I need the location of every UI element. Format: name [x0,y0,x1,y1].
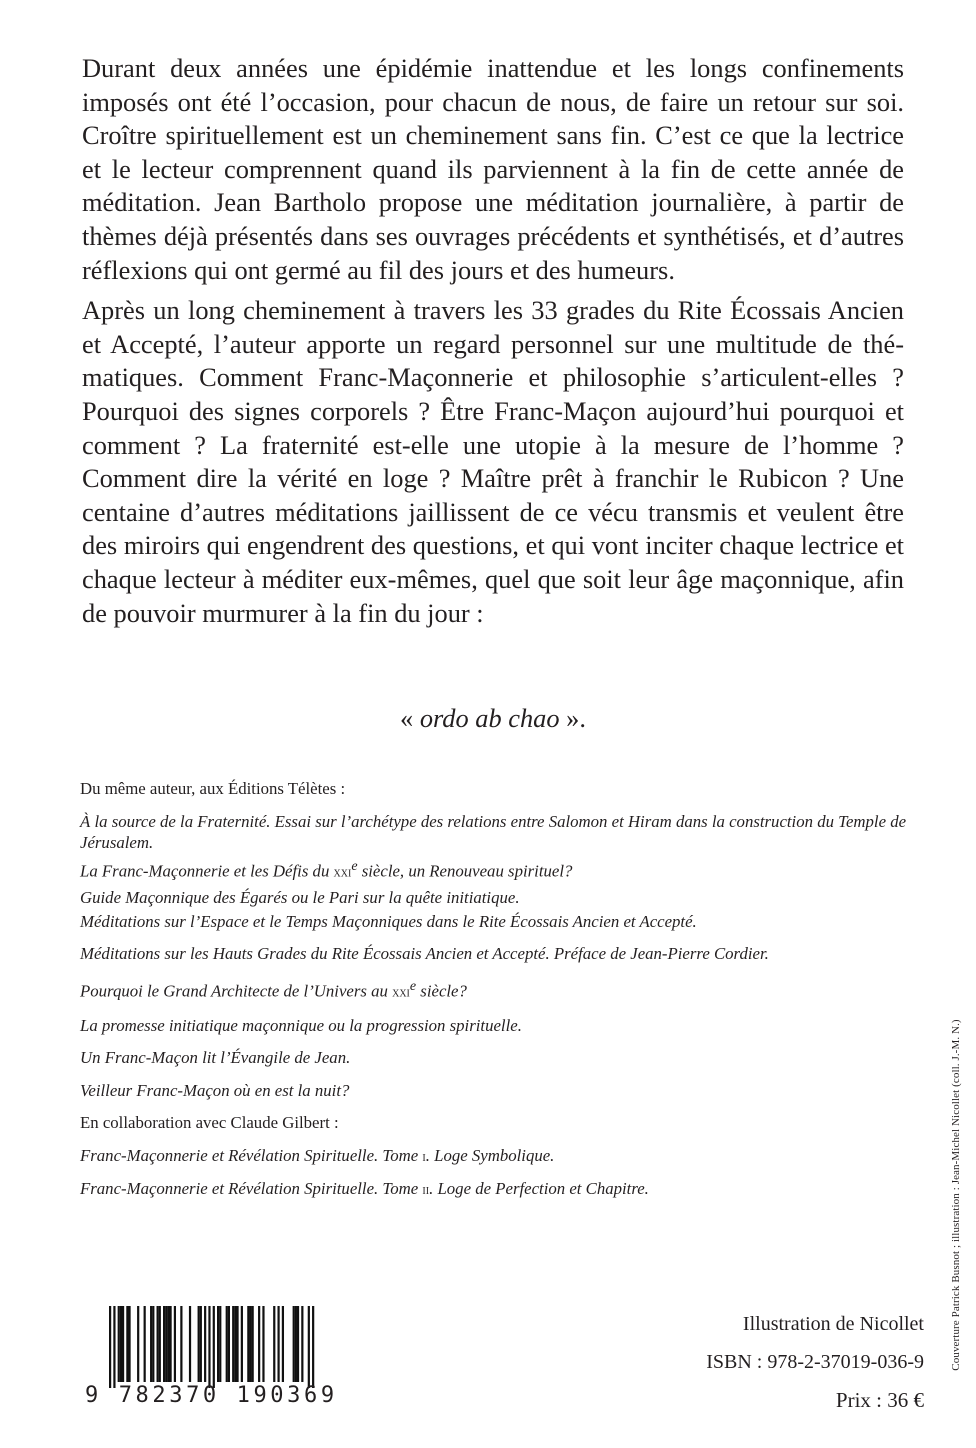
barcode-bar [204,1306,206,1382]
blurb-text [82,52,904,637]
barcode-bar [293,1306,295,1382]
work-title-part: La Franc-Maçonnerie et les Défis du [80,861,334,881]
barcode-bar [312,1306,314,1388]
work-item: Veilleur Franc-Maçon où en est la nuit? [80,1080,350,1100]
work-item: Un Franc-Maçon lit l’Évangile de Jean. [80,1048,351,1068]
cover-credit-vertical [944,1000,968,1390]
blurb-paragraph-1: Durant deux années une épidémie inattendue et les longs confinements imposés ont été l’occasion, pour chacun de nous, de faire un retour sur soi. Croître spirituellement est un cheminement sans fin. C’est ce que la lectrice et le lecteur comprennent quand ils parviennent à la fin de cette année de méditation. Jean Bartholo propose une méditation journalière, à partir de thèmes déjà présentés dans ses ouvrages précédents et synthétisés, et d’autres réflexions qui ont germé au fil des jours et des humeurs. [82,53,904,285]
barcode-bar [163,1306,165,1382]
work-item: Méditations sur l’Espace et le Temps Maçonniques dans le Rite Écossais Ancien et Accepté. [80,911,697,931]
barcode-bar [122,1306,124,1382]
barcode-bar [152,1306,154,1382]
collab-item [80,1178,910,1201]
barcode-bar [295,1306,297,1382]
illustration-credit: Illustration de Nicollet [742,1313,924,1335]
work-item: À la source de la Fraternité. Essai sur l’archétype des relations entre Salomon et Hiram dans la construction du Temple de Jérusalem. [80,812,907,852]
collab-title-part: Franc-Maçonnerie et Révélation Spirituelle. Tome [80,1146,423,1166]
barcode-bar [165,1306,167,1382]
barcode-bar [118,1306,120,1382]
collab-item [80,1145,910,1168]
collab-title-part: . Loge Symbolique. [425,1146,555,1166]
work-item [80,976,910,1004]
motto-line [82,701,904,735]
barcode-bar [217,1306,219,1382]
century-numeral: xxi [392,984,410,1001]
collaboration-heading: En collaboration avec Claude Gilbert : [80,1113,339,1133]
barcode-bar [174,1306,176,1382]
barcode-bar [234,1306,236,1382]
barcode-bar [200,1306,202,1382]
price-label: Prix : 36 € [835,1388,924,1412]
barcode-bar [277,1306,279,1382]
barcode-bar [167,1306,169,1382]
bibliography-section [80,778,910,1211]
barcode-bar [308,1306,310,1388]
barcode-bar [150,1306,152,1382]
barcode-bar [213,1306,215,1388]
collab-title-part: . Loge de Perfection et Chapitre. [429,1179,649,1199]
tome-numeral: ii [422,1182,430,1199]
barcode-bar [301,1306,303,1382]
barcode-bar [258,1306,260,1382]
barcode-bar [282,1306,284,1382]
work-title-part: siècle, un Renouveau spirituel? [357,861,573,881]
barcode-bar [247,1306,249,1382]
cover-credit-text: Couverture Patrick Busnot ; illustration : Jean-Michel Nicollet (coll. J.-M. N.) [950,1019,962,1371]
barcode-bar [226,1306,228,1382]
barcode-bar [120,1306,122,1382]
century-numeral: xxi [333,864,352,881]
isbn-label: ISBN : 978-2-37019-036-9 [706,1351,924,1373]
book-credits [706,1312,924,1426]
barcode-bar [262,1306,264,1382]
work-item: Guide Maçonnique des Égarés ou le Pari sur la quête initiatique. [80,887,520,907]
barcode-bar [208,1306,210,1388]
barcode-bar [137,1306,139,1382]
work-item: La promesse initiatique maçonnique ou la progression spirituelle. [80,1015,522,1035]
barcode-bar [144,1306,146,1382]
barcode-bar [252,1306,254,1382]
barcode-bar [128,1306,130,1382]
barcode-bar [297,1306,299,1382]
barcode-bar [109,1306,111,1388]
work-item [80,856,910,884]
collab-title-part: Franc-Maçonnerie et Révélation Spirituelle. Tome [80,1179,423,1199]
barcode-bar [126,1306,128,1382]
barcode-bar [198,1306,200,1382]
century-superscript: e [409,978,417,994]
barcode-bar [249,1306,251,1382]
barcode-bar [189,1306,191,1382]
bibliography-heading: Du même auteur, aux Éditions Télètes : [80,779,346,798]
work-title-part: siècle? [416,981,467,1001]
motto-close-quote: ». [559,703,586,733]
motto-open-quote: « [400,703,420,733]
barcode-bar [273,1306,275,1382]
collaboration-list [80,1145,910,1201]
blurb-paragraph-2: Après un long cheminement à travers les 33 grades du Rite Écossais Ancien et Accepté, l’auteur apporte un regard personnel sur une multitude de thématiques. Comment Franc-Maçonnerie et philosophie s’articulent-elles ? Pourquoi des signes corporels ? Être Franc-Maçon aujourd’hui pourquoi et comment ? La fraternité est-elle une utopie à la mesure de l’homme ? Comment dire la vérité en loge ? Maître prêt à franchir le Rubicon ? Une centaine d’autres méditations jaillissent de ce vécu transmis et veulent être des miroirs qui engendrent des questions, et qui vont inciter chaque lectrice et chaque lecteur à méditer eux-mêmes, quel que soit leur âge maçonnique, afin de pouvoir murmurer à la fin du jour : [82,295,904,628]
isbn-barcode [85,1306,335,1388]
barcode-bar [241,1306,243,1382]
motto-phrase: ordo ab chao [419,703,560,733]
barcode-bar [236,1306,238,1382]
barcode-bar [180,1306,182,1382]
barcode-bar [219,1306,221,1382]
tome-numeral: i [422,1149,426,1166]
barcode-digits: 9 782370 190369 [85,1383,338,1408]
work-title-part: Pourquoi le Grand Architecte de l’Univers au [80,981,393,1001]
barcode-bar [232,1306,234,1382]
barcode-bar [228,1306,230,1382]
barcode-bar [113,1306,115,1388]
barcode-bar [159,1306,161,1382]
century-superscript: e [351,859,358,874]
works-list [80,811,910,1101]
barcode-bar [169,1306,171,1382]
barcode-bar [157,1306,159,1382]
work-item: Méditations sur les Hauts Grades du Rite Écossais Ancien et Accepté. Préface de Jean-Pierre Cordier. [80,944,769,964]
